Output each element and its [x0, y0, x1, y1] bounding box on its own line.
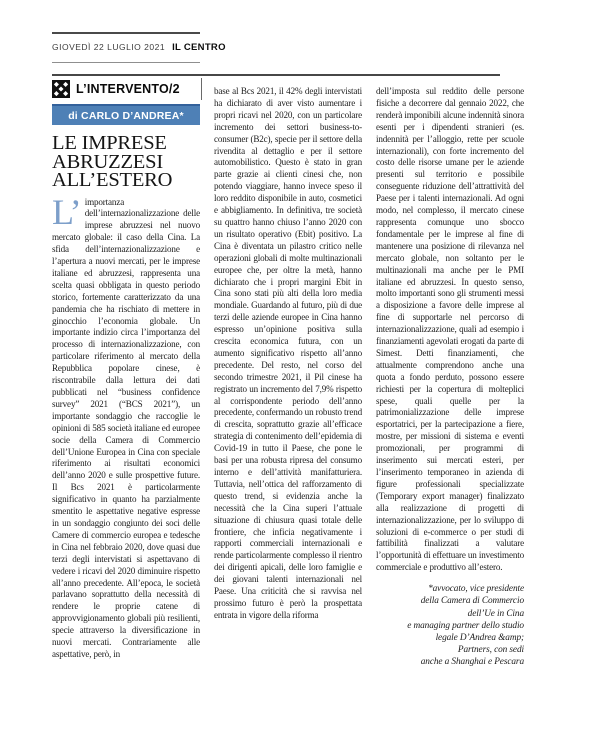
article-text-column-1: [52, 191, 200, 661]
author-signature: [376, 583, 524, 668]
byline-bar: [52, 104, 200, 125]
signature-line: *avvocato, vice presidente: [428, 584, 524, 595]
drop-cap: L’: [52, 191, 81, 232]
newspaper-name: IL CENTRO: [172, 42, 226, 53]
signature-line: e managing partner dello studio: [407, 620, 524, 631]
byline-author: di CARLO D’ANDREA*: [68, 109, 184, 122]
article-text-column-2: [214, 86, 362, 622]
article-column-2: [214, 79, 362, 669]
kicker-label: L’INTERVENTO/2: [76, 82, 180, 96]
signature-line: della Camera di Commercio: [420, 596, 524, 607]
article-top-rule: [52, 74, 500, 76]
signature-line: legale D’Andrea &amp;: [435, 632, 524, 643]
signature-line: anche a Shanghai e Pescara: [420, 657, 524, 668]
x-dots-icon: [52, 80, 70, 98]
column-1-text: importanza dell’internazionalizzazione delle imprese abruzzesi nel nuovo mercato globale: il caso della Cina. La sfida dell’internazionalizzazione e l’apertura a nuovi mercati, per le imprese italiane ed abruzzesi, rappresenta una scelta quasi obbligata in questo periodo storico, fortemente caratterizzato da una pandemia che ha rischiato di mettere in ginocchio l’economia globale. Un importante indizio circa l’importanza del processo di internazionalizzazione, con particolare riferimento al mercato della Repubblica popolare cinese, è riscontrabile dalla lettura dei dati pubblicati nel “business confidence survey” 2021 (“BCS 2021”), un importante sondaggio che raccoglie le opinioni di 585 società italiane ed europee socie della Camera di Commercio dell’Unione Europea in Cina con speciale riferimento ai risultati economici dell’anno 2020 e sulle prospettive future. Il Bcs 2021 è particolarmente significativo in quanto ha parzialmente smentito le aspettative negative espresse in un sondaggio congiunto dei soci delle Camere di commercio europea e tedesche in Cina nel febbraio 2020, dove quasi due terzi degli intervistati si aspettavano di vedere i ricavi del 2020 diminuire rispetto all’anno precedente. All’epoca, le società parlavano soprattutto della necessità di rendere le proprie catene di approvvigionamento globali più resilienti, specie attraverso la diversificazione in nuovi mercati. Contrariamente alle aspettative, però, in: [52, 196, 200, 659]
signature-line: Partners, con sedi: [457, 645, 524, 656]
headline-line: ABRUZZESI: [52, 150, 163, 173]
signature-line: dell’Ue in Cina: [467, 608, 524, 619]
masthead-bottom-rule: [52, 62, 200, 63]
article-column-3: [376, 79, 524, 669]
section-kicker: [52, 79, 200, 99]
masthead: [52, 42, 372, 53]
masthead-top-rule: [52, 32, 200, 34]
masthead-date: GIOVEDÌ 22 LUGLIO 2021: [52, 42, 166, 52]
headline-line: LE IMPRESE: [52, 132, 167, 154]
headline-line: ALL’ESTERO: [52, 169, 173, 191]
headline: [52, 134, 200, 190]
column-3-text: dell’imposta sul reddito delle persone fisiche a decorrere dal gennaio 2022, che renderà imponibili alcune indennità sinora esenti per i dipendenti stranieri (es. indennità per l’alloggio, rette per scuole internazionali), con forte incremento del costo delle risorse umane per le aziende presenti sul territorio e possibile conseguente riduzione dell’attrattività del Paese per i talenti internazionali. Ad ogni modo, nel complesso, il mercato cinese rappresenta comunque uno sbocco fondamentale per le imprese al fine di mantenere una posizione di rilevanza nel mercato globale, non soltanto per le multinazionali ma anche per le PMI italiane ed abruzzesi. In questo senso, molto importanti sono gli strumenti messi a disposizione a favore delle imprese al fine di supportarle nel percorso di internazionalizzazione, quali ad esempio i finanziamenti agevolati erogati da parte di Simest. Detti finanziamenti, che attualmente comprendono anche una quota a fondo perduto, possono essere richiesti per la copertura di molteplici spese, quali quelle per la patrimonializzazione delle imprese esportatrici, per la partecipazione a fiere, mostre, per missioni di sistema e eventi promozionali, per programmi di inserimento sui mercati esteri, per l’inserimento temporaneo in azienda di figure professionali specializzate (Temporary export manager) finalizzato alla realizzazione di progetti di internazionalizzazione, per lo sviluppo di soluzioni di e-commerce o per studi di fattibilità finalizzati a valutare l’opportunità di effettuare un investimento commerciale e produttivo all’estero.: [376, 86, 524, 573]
article-column-1: [52, 79, 200, 669]
column-2-text: base al Bcs 2021, il 42% degli intervistati ha dichiarato di aver visto aumentare i propri ricavi nel 2020, con un particolare incremento dei settori business-to-consumer (B2c), specie per il settore della rivendita al dettaglio e per il settore automobilistico. Questo è stato in gran parte grazie ai clienti cinesi che, non potendo viaggiare, hanno invece speso il loro reddito disponibile in auto, cosmetici e abbigliamento. In definitiva, tre società su quattro hanno chiuso l’anno 2020 con un risultato operativo (Ebit) positivo. La Cina è diventata un pilastro critico nelle operazioni globali di molte multinazionali europee che, per oltre la metà, hanno dichiarato che i propri margini Ebit in Cina sono stati più alti della loro media mondiale. Guardando al futuro, più di due terzi delle aziende europee in Cina hanno espresso un’opinione positiva sulla crescita economica futura, con un aumento significativo rispetto all’anno precedente. Del resto, nel corso del secondo trimestre 2021, il Pil cinese ha registrato un incremento del 7,9% rispetto al corrispondente periodo dell’anno precedente, confermando un robusto trend di crescita, soprattutto grazie all’efficace strategia di contenimento dell’epidemia di Covid-19 in tutto il Paese, che pone le basi per una robusta ripresa del consumo interno e dell’attività manifatturiera. Tuttavia, nell’ottica del rafforzamento di questo trend, si evidenzia anche la necessità che la Cina superi l’attuale situazione di chiusura quasi totale delle frontiere, che inficia negativamente i rapporti commerciali internazionali e rende particolarmente complesso il rientro dei dirigenti apicali, delle loro famiglie e dei giovani talenti internazionali nel Paese. Una criticità che si ravvisa nel prossimo futuro è però la prospettata entrata in vigore della riforma: [214, 86, 362, 620]
article-text-column-3: [376, 86, 524, 574]
article-columns: [52, 79, 524, 669]
